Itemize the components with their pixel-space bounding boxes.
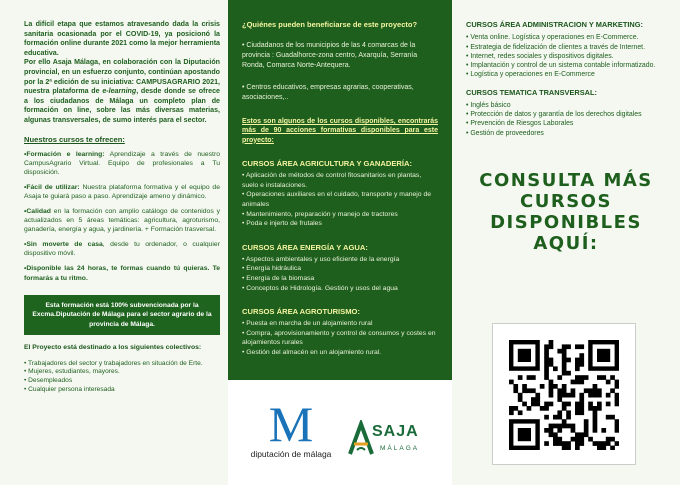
- courses-green-box: [228, 0, 452, 380]
- beneficiaries-paragraph: • Centros educativos, empresas agrarias, cooperativas, asociaciones,..: [242, 84, 414, 101]
- list-item: • Trabajadores del sector y trabajadores en situación de Erte.: [24, 359, 203, 367]
- diputacion-logo: [248, 396, 334, 459]
- list-item: • Internet, redes sociales y dispositivos digitales.: [466, 52, 614, 60]
- course-item: • Conceptos de Hidrología. Gestión y usos del agua: [242, 284, 398, 292]
- feature-item: •Calidad en la formación con amplio catálogo de contenidos y actualizados en 5 áreas temáticas: agricultura, agroturismo, ganadería, energía y agua, y jardinería. + Formación trasversal.: [24, 208, 220, 234]
- course-item: • Puesta en marcha de un alojamiento rural: [242, 320, 373, 328]
- offers-heading: Nuestros cursos te ofrecen:: [24, 134, 125, 144]
- category-title-energia: CURSOS ÁREA ENERGÍA Y AGUA:: [242, 242, 368, 252]
- beneficiaries-paragraph: • Ciudadanos de los municipios de las 4 comarcas de la provincia : Guadalhorce-zona centro, Axarquía, Serranía Ronda, Comarca Norte-Antequera.: [242, 42, 418, 69]
- asaja-a-icon: [348, 420, 374, 456]
- category-title-transversal: CURSOS TEMATICA TRANSVERSAL:: [466, 87, 597, 97]
- middle-panel: [228, 0, 452, 485]
- consulta-line: DISPONIBLES: [490, 212, 642, 234]
- list-item: • Desempleados: [24, 377, 73, 385]
- subvencion-banner: Esta formación está 100% subvencionada por la Excma.Diputación de Málaga para el sector agrario de la provincia de Málaga.: [24, 295, 220, 336]
- consulta-line: CONSULTA MÁS: [479, 170, 653, 192]
- list-item: • Protección de datos y garantía de los derechos digitales: [466, 111, 642, 119]
- list-item: • Logística y operaciones en E-Commerce: [466, 71, 595, 79]
- list-item: • Gestión de proveedores: [466, 129, 544, 137]
- feature-item: •Formación e learning: Aprendizaje a través de nuestro CampusAgrario Virtual. Equipo de profesionales a Tu disposición.: [24, 150, 220, 176]
- colectivos-list: [24, 360, 220, 395]
- admin-courses-list: [466, 33, 666, 79]
- asaja-logo: [348, 420, 438, 460]
- left-panel: [0, 0, 228, 485]
- qr-code-frame[interactable]: [492, 323, 636, 465]
- category-title-agroturismo: CURSOS ÁREA AGROTURISMO:: [242, 307, 360, 317]
- intro-paragraph-2: Por ello Asaja Málaga, en colaboración con la Diputación provincial, en un esfuerzo conjunto, continúan apostando por la 2ª edición de su iniciativa: CAMPUSAGRARIO 2021, nuestra plataforma de: [24, 58, 220, 96]
- feature-item: •Sin moverte de casa, desde tu ordenador, o cualquier dispositivo móvil.: [24, 241, 220, 258]
- right-panel: [452, 0, 680, 485]
- course-item: • Mantenimiento, preparación y manejo de tractores: [242, 210, 398, 218]
- asaja-logo-sub: MÁLAGA: [380, 445, 420, 452]
- list-item: • Cualquier persona interesada: [24, 385, 115, 393]
- list-item: • Inglés básico: [466, 101, 511, 109]
- qr-code-icon[interactable]: [509, 340, 619, 450]
- course-item: • Poda e injerto de frutales: [242, 220, 322, 228]
- list-item: • Implantación y control de un sistema contable informatizado.: [466, 62, 656, 70]
- beneficiaries-question: ¿Quiénes pueden beneficiarse de este proyecto?: [242, 20, 418, 29]
- intro-paragraph-1: La difícil etapa que estamos atravesando dada la crisis sanitaria ocasionada por el COVID-19, ya posicionó la formación online durante 2021 como la mejor herramienta educativa.: [24, 20, 220, 57]
- list-item: • Venta online. Logística y operaciones en E-Commerce.: [466, 34, 639, 42]
- list-item: • Estrategia de fidelización de clientes a través de Internet.: [466, 43, 645, 51]
- feature-item: •Disponible las 24 horas, te formas cuando tú quieras. Te formarás a tu ritmo.: [24, 265, 220, 282]
- course-item: • Energía de la biomasa: [242, 274, 315, 282]
- course-item: • Aspectos ambientales y uso eficiente de la energía: [242, 255, 400, 263]
- destinado-heading: El Proyecto está destinado a los siguientes colectivos:: [24, 344, 202, 352]
- intro-paragraph-2-end: , desde donde se ofrece a los ciudadanos de Málaga un completo plan de formación on line, sobre las más diversas materias, algunas transversales, de sumo interés para el sector.: [24, 87, 220, 124]
- feature-item: •Fácil de utilizar: Nuestra plataforma formativa y el equipo de Asaja te guiará paso a paso. Aprendizaje ameno y dinámico.: [24, 183, 220, 200]
- consulta-line: AQUÍ:: [533, 233, 599, 255]
- intro-elearning: e-learning: [102, 87, 137, 96]
- course-item: • Gestión del almacén en un alojamiento rural.: [242, 348, 382, 356]
- course-item: • Aplicación de métodos de control fitosanitarios en plantas, suelo e instalaciones.: [242, 172, 422, 189]
- transversal-courses-list: [466, 101, 666, 138]
- course-item: • Operaciones auxiliares en el cuidado, transporte y manejo de animales: [242, 191, 432, 208]
- diputacion-logo-text: diputación de málaga: [250, 449, 332, 459]
- diputacion-m-icon: M: [268, 396, 314, 452]
- consulta-heading: [466, 170, 666, 254]
- asaja-logo-word: SAJA: [372, 423, 419, 440]
- course-item: • Energía hidráulica: [242, 265, 302, 273]
- list-item: • Mujeres, estudiantes, mayores.: [24, 368, 120, 376]
- intro-text: [24, 20, 220, 126]
- courses-intro: Estos son algunos de los cursos disponibles, encontrarás más de 90 acciones formativas disponibles para este proyecto:: [242, 118, 438, 144]
- course-item: • Compra, aprovisionamiento y control de consumos y costes en alojamientos rurales: [242, 329, 436, 347]
- list-item: • Prevención de Riesgos Laborales: [466, 120, 574, 128]
- category-title-administracion: CURSOS ÁREA ADMINISTRACION Y MARKETING:: [466, 20, 643, 29]
- logos-area: [228, 380, 452, 485]
- category-title-agricultura: CURSOS ÁREA AGRICULTURA Y GANADERÍA:: [242, 159, 413, 169]
- consulta-line: CURSOS: [520, 191, 612, 213]
